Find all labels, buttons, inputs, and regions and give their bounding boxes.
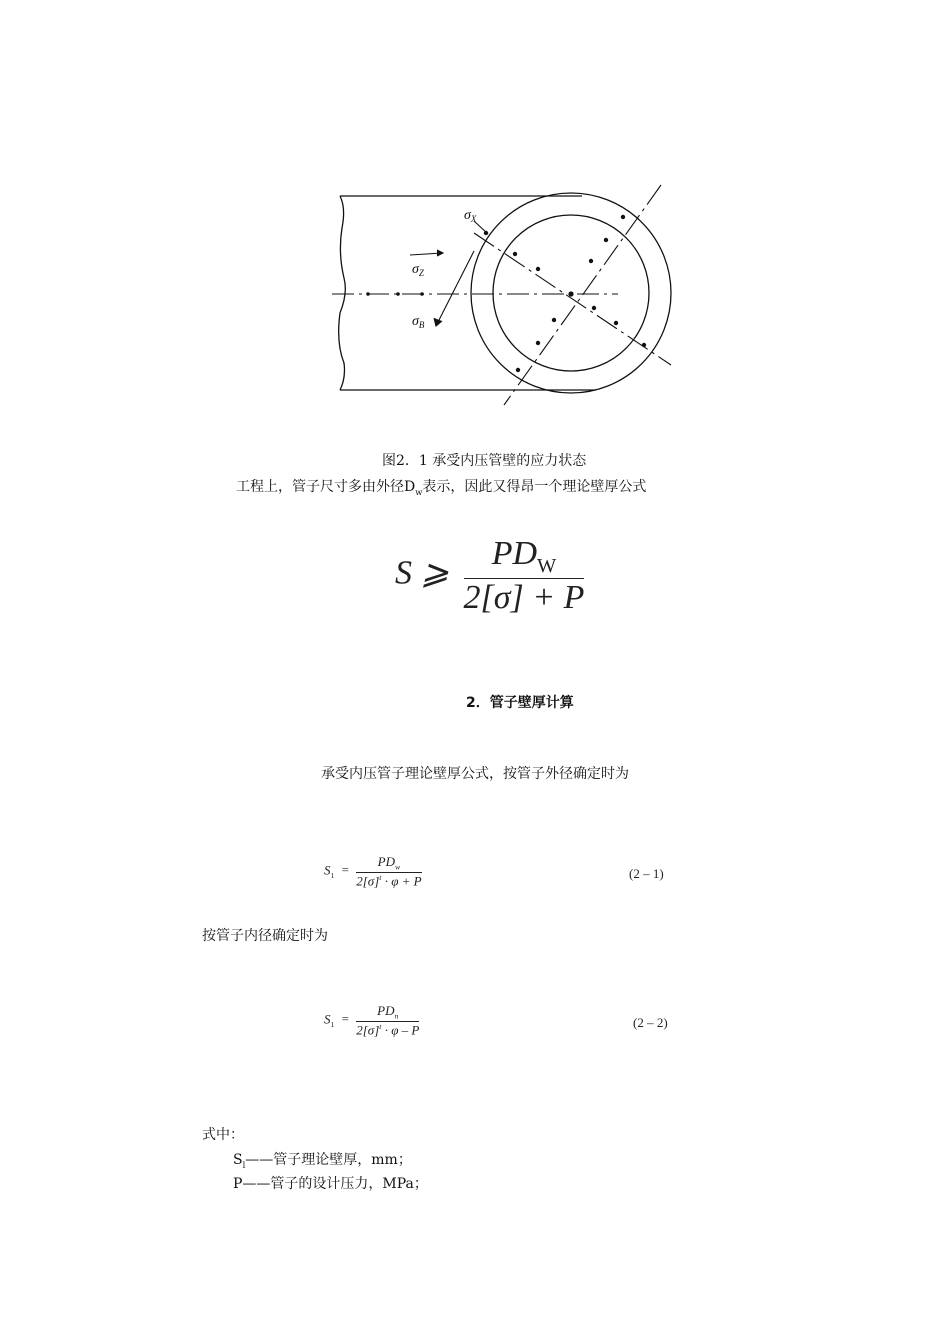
formula-2-2: $S_1$ = $\frac{PD_n}{2[\sigma]^t \cdot \varphi - P}$ [324, 1003, 420, 1037]
pipe-break-line [339, 196, 346, 390]
where-label: 式中： [202, 1127, 244, 1143]
intro-paragraph: 工程上，管子尺寸多由外径$D_w$表示，因此又得昂一个理论壁厚公式 [236, 479, 647, 497]
paragraph-outer-diameter: 承受内压管子理论壁厚公式，按管子外径确定时为 [321, 766, 629, 782]
diagonal-line-a [504, 185, 661, 405]
svg-text:σX: $\sigma_X$ [464, 208, 477, 224]
label-sigma-b: σ [412, 314, 419, 329]
figure-caption: 图2．1 承受内压管壁的应力状态 [382, 453, 587, 469]
svg-text:σZ: $\sigma_Z$ [412, 262, 424, 278]
pipe-stress-figure [326, 183, 682, 413]
svg-text:σB: $\sigma_B$ [412, 314, 425, 330]
definition-item: $S_l——$管子理论壁厚，mm； [233, 1152, 412, 1170]
label-sigma-z: σ [412, 262, 419, 277]
arrow-sigma-b [437, 251, 474, 324]
equation-number-2-2: (2 – 2) [633, 1015, 668, 1030]
definition-item: P——管子的设计压力，MPa； [233, 1176, 428, 1192]
section-heading: 2．管子壁厚计算 [466, 695, 574, 711]
main-formula: S ⩾ $\frac{PD_W}{2[\sigma] + P}$ [395, 535, 585, 616]
equation-number-2-1: (2 – 1) [629, 866, 664, 881]
formula-2-1: $S_1$ = $\frac{PD_w}{2[\sigma]^t \cdot \varphi + P}$ [324, 854, 422, 888]
label-sigma-x: σ [464, 208, 471, 223]
paragraph-inner-diameter: 按管子内径确定时为 [202, 928, 328, 944]
